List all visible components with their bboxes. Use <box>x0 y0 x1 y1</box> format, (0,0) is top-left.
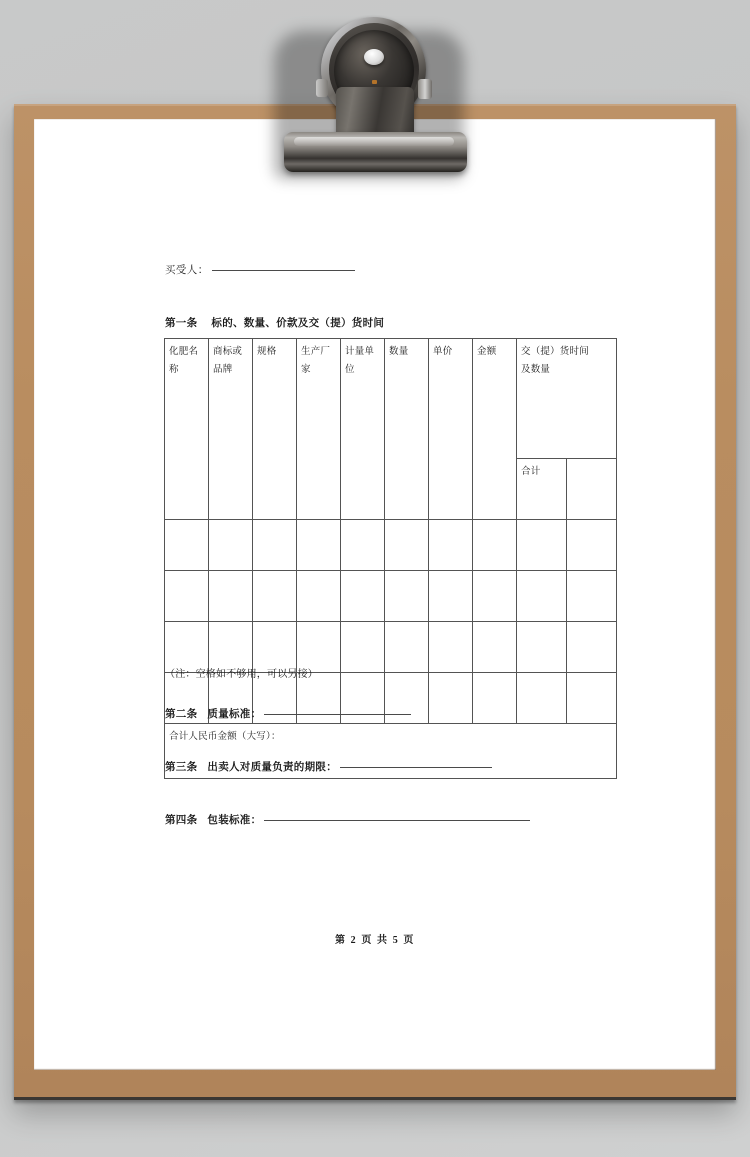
cell-amount[interactable] <box>473 622 517 673</box>
clause-1-number: 第一条 <box>165 318 198 329</box>
clause-3-title: 出卖人对质量负责的期限： <box>207 762 338 773</box>
cell-unit[interactable] <box>341 571 385 622</box>
cell-quantity[interactable] <box>385 571 429 622</box>
clause-4-heading <box>165 812 530 827</box>
clip-bar-highlight <box>294 137 454 146</box>
cell-fertilizer-name[interactable] <box>165 571 209 622</box>
cell-unit-price[interactable] <box>429 520 473 571</box>
clip-speck-upper <box>372 80 377 84</box>
table-note: （注：空格如不够用，可以另接） <box>165 669 318 680</box>
th-spec: 规格 <box>253 339 297 520</box>
cell-unit-price[interactable] <box>429 622 473 673</box>
cell-manufacturer[interactable] <box>297 520 341 571</box>
clip-hinge-right <box>418 79 432 99</box>
cell-spec[interactable] <box>253 571 297 622</box>
cell-delivery-qty[interactable] <box>567 673 617 724</box>
cell-delivery-qty[interactable] <box>567 622 617 673</box>
cell-delivery-time[interactable] <box>517 673 567 724</box>
total-amount-in-words-cell[interactable]: 合计人民币金额（大写）： <box>165 724 617 779</box>
table-row[interactable] <box>165 520 617 571</box>
th-unit: 计量单 位 <box>341 339 385 520</box>
clause-4-number: 第四条 <box>165 815 198 826</box>
cell-fertilizer-name[interactable] <box>165 520 209 571</box>
th-quantity: 数量 <box>385 339 429 520</box>
th-manufacturer: 生产厂 家 <box>297 339 341 520</box>
cell-quantity[interactable] <box>385 520 429 571</box>
clause-3-number: 第三条 <box>165 762 198 773</box>
clause-1-heading <box>165 315 384 330</box>
clause-2-number: 第二条 <box>165 709 198 720</box>
cell-amount[interactable] <box>473 520 517 571</box>
clause-2-input-rule[interactable] <box>264 714 411 715</box>
th-amount: 金额 <box>473 339 517 520</box>
subtotal-value-cell[interactable] <box>567 458 617 519</box>
clip-hole <box>364 49 384 65</box>
cell-amount[interactable] <box>473 571 517 622</box>
clause-3-input-rule[interactable] <box>340 767 492 768</box>
cell-amount[interactable] <box>473 673 517 724</box>
cell-delivery-qty[interactable] <box>567 571 617 622</box>
cell-delivery-qty[interactable] <box>567 520 617 571</box>
table-header-row <box>165 339 617 459</box>
clause-4-title: 包装标准： <box>207 815 262 826</box>
cell-spec[interactable] <box>253 520 297 571</box>
th-unit-price: 单价 <box>429 339 473 520</box>
clause-2-title: 质量标准： <box>207 709 262 720</box>
buyer-label: 买受人： <box>165 265 209 276</box>
clause-2-heading <box>165 706 411 721</box>
paper-sheet <box>34 119 716 1070</box>
cell-delivery-time[interactable] <box>517 622 567 673</box>
clause-1-title: 标的、数量、价款及交（提）货时间 <box>211 318 385 329</box>
cell-trademark[interactable] <box>209 520 253 571</box>
cell-unit[interactable] <box>341 520 385 571</box>
cell-unit[interactable] <box>341 622 385 673</box>
cell-unit-price[interactable] <box>429 571 473 622</box>
document-body <box>34 119 716 1070</box>
th-trademark: 商标或 品牌 <box>209 339 253 520</box>
buyer-input-rule[interactable] <box>212 270 355 271</box>
cell-manufacturer[interactable] <box>297 571 341 622</box>
cell-quantity[interactable] <box>385 622 429 673</box>
clause-3-heading <box>165 759 492 774</box>
buyer-line <box>165 262 355 277</box>
th-delivery-time-qty: 交（提）货时间 及数量 <box>517 339 617 459</box>
cell-trademark[interactable] <box>209 571 253 622</box>
clause-4-input-rule[interactable] <box>264 820 530 821</box>
cell-delivery-time[interactable] <box>517 520 567 571</box>
page-footer: 第 2 页 共 5 页 <box>334 935 416 946</box>
th-fertilizer-name: 化肥名 称 <box>165 339 209 520</box>
clip-hinge-left <box>316 79 328 97</box>
subtotal-label-cell: 合计 <box>517 458 567 519</box>
cell-unit-price[interactable] <box>429 673 473 724</box>
table-row[interactable] <box>165 571 617 622</box>
cell-delivery-time[interactable] <box>517 571 567 622</box>
clipboard-clip[interactable] <box>268 17 483 177</box>
